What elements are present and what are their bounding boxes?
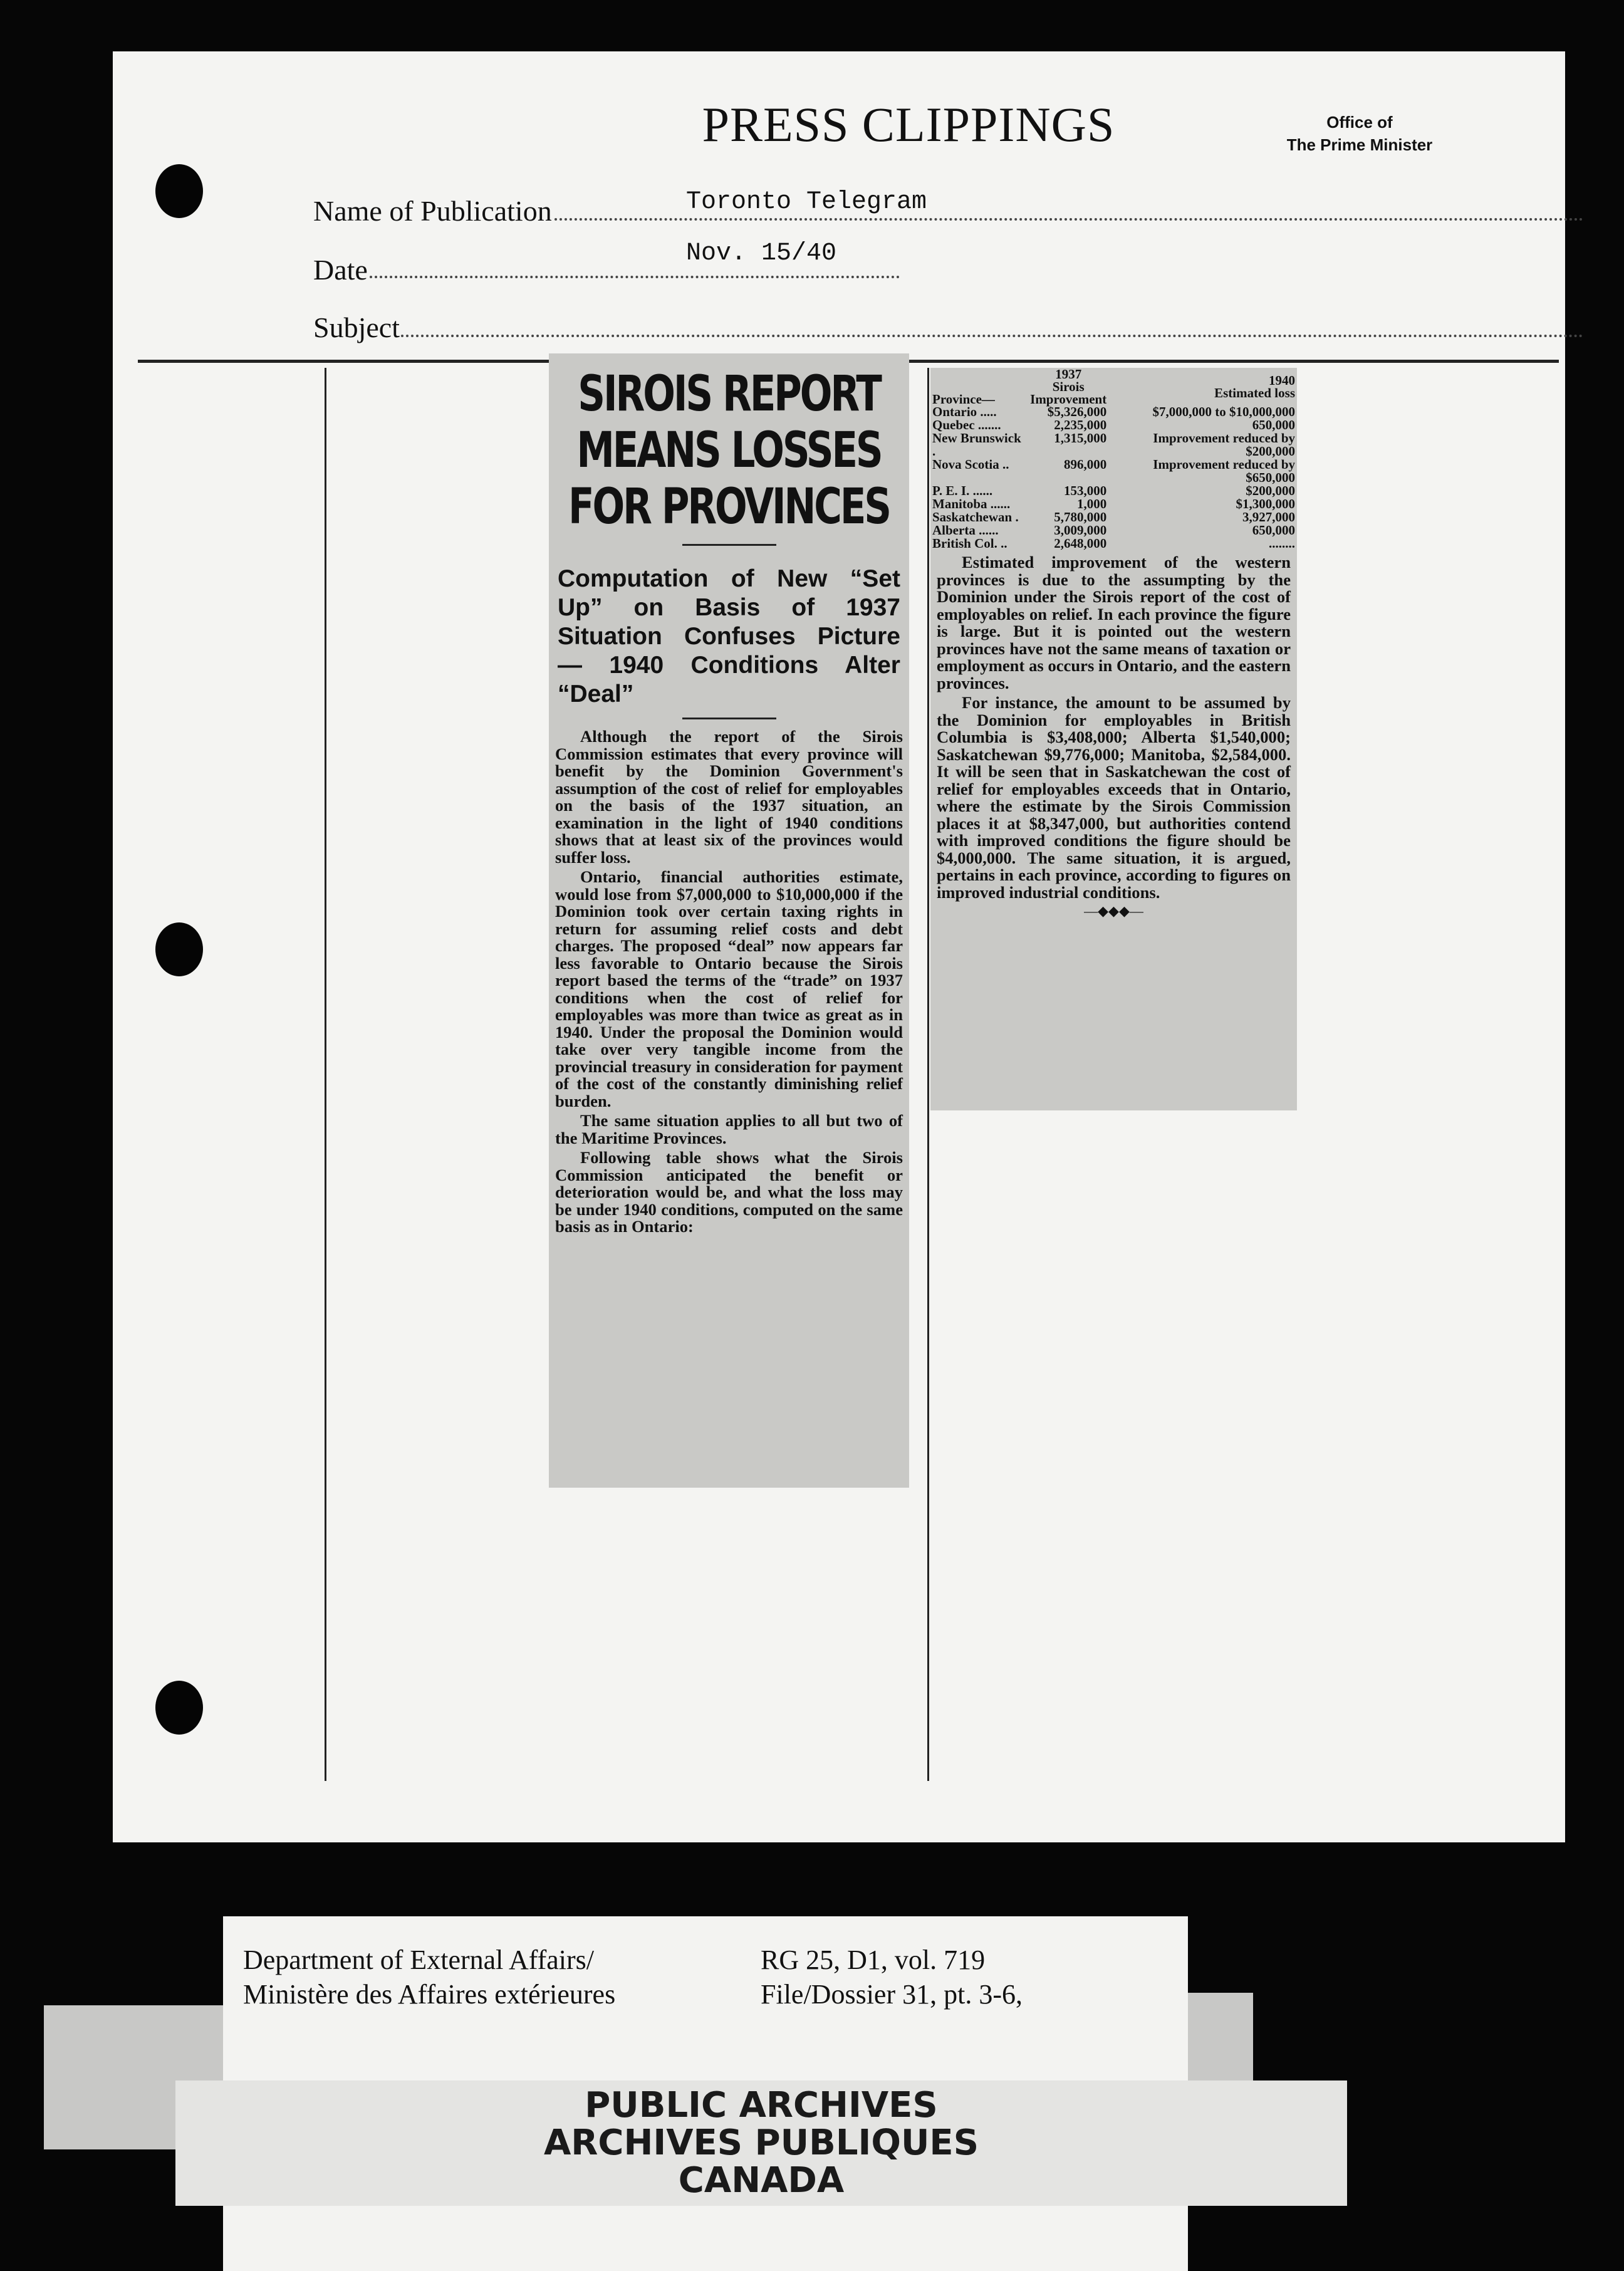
province-cell: Ontario ..... [932, 404, 997, 419]
province-cell: New Brunswick . [932, 431, 1021, 459]
province-cell: Alberta ...... [932, 523, 999, 538]
subheadline-separator [682, 718, 776, 719]
article-paragraph: Although the report of the Sirois Commission estimates that every province will benefit by the Dominion Government's assumption of the cost of relief for employables on the basis of the 1937 situation, an examination in the light of 1940 conditions shows that at least six of the provinces would suffer loss. [555, 727, 903, 867]
article-paragraph: Ontario, financial authorities estimate, would lose from $7,000,000 to $10,000,000 if the Dominion took over certain taxing rights in return for assuming relief costs and debt charges. The proposed “deal” now appears far less favorable to Ontario because the Sirois report based the terms of the “trade” on 1937 conditions when the cost of relief for employables was more than twice as great as in 1940. Under the proposal the Dominion would take over very tangible income from the provincial treasury in consideration for payment of the cost of the constantly diminishing relief burden. [555, 867, 903, 1110]
col-sirois-label: Improvement [1030, 392, 1107, 407]
reference-line-1: RG 25, D1, vol. 719 [761, 1945, 986, 1975]
department-label [243, 1943, 615, 2012]
sirois-cell: 3,009,000 [1054, 523, 1107, 538]
table-row [930, 458, 1297, 484]
loss-cell: 3,927,000 [1242, 509, 1295, 525]
archives-line-2: ARCHIVES PUBLIQUES [543, 2122, 979, 2163]
table-row [930, 524, 1297, 537]
province-cell: Nova Scotia .. [932, 457, 1009, 472]
punch-hole-bottom [155, 1681, 203, 1735]
headline-line-2: MEANS LOSSES [576, 422, 882, 479]
archives-text [175, 2087, 1347, 2200]
department-line-1: Department of External Affairs/ [243, 1945, 594, 1975]
col-province: Province— [932, 392, 995, 407]
column-divider-rule [927, 368, 929, 1781]
table-row [930, 405, 1297, 419]
table-row [930, 511, 1297, 524]
loss-cell: 650,000 [1252, 417, 1295, 432]
press-clipping-sheet [113, 51, 1565, 1842]
table-row [930, 537, 1297, 550]
col-sirois [1028, 368, 1108, 405]
sirois-cell: 2,235,000 [1054, 417, 1107, 432]
end-mark: —◆◆◆— [1084, 903, 1143, 919]
clipping-column-right [930, 368, 1297, 1110]
article-paragraph: The same situation applies to all but two of the Maritime Provinces. [555, 1111, 903, 1147]
subject-dotted-line [401, 335, 1583, 337]
province-cell: Quebec ....... [932, 417, 1001, 432]
publication-dotted-line [554, 218, 1583, 221]
headline-line-1: SIROIS REPORT [578, 366, 880, 422]
table-row [930, 432, 1297, 458]
table-header-row [930, 368, 1297, 405]
office-label [1241, 111, 1479, 156]
loss-cell: Improvement reduced by $650,000 [1153, 457, 1295, 485]
sirois-cell: 1,000 [1076, 496, 1107, 511]
province-cell: British Col. .. [932, 536, 1007, 551]
headline [559, 366, 898, 535]
headline-separator [682, 544, 776, 546]
table-row [930, 498, 1297, 511]
col-loss-label: Estimated loss [1214, 385, 1295, 400]
loss-cell: Improvement reduced by $200,000 [1153, 431, 1295, 459]
loss-cell: 650,000 [1252, 523, 1295, 538]
left-margin-rule [325, 368, 326, 1781]
public-archives-stamp [175, 2080, 1347, 2206]
publication-value: Toronto Telegram [686, 188, 927, 216]
col-sirois-year: 1937 [1055, 368, 1082, 382]
sirois-cell: 1,315,000 [1054, 431, 1107, 446]
punch-hole-top [155, 164, 203, 218]
sirois-cell: 896,000 [1063, 457, 1107, 472]
table-row [930, 484, 1297, 498]
office-line-2: The Prime Minister [1286, 135, 1433, 154]
office-line-1: Office of [1326, 113, 1393, 132]
punch-hole-middle [155, 922, 203, 976]
subheadline: Computation of New “Set Up” on Basis of 1937 Situation Confuses Picture — 1940 Conditions Alter “Deal” [558, 565, 900, 707]
loss-cell: ........ [1269, 536, 1295, 551]
col-sirois-name: Sirois [1052, 379, 1085, 394]
publication-label: Name of Publication [313, 195, 552, 227]
clipping-column-left [549, 353, 909, 1488]
loss-cell: $1,300,000 [1236, 496, 1295, 511]
date-label: Date [313, 254, 368, 286]
province-cell: Saskatchewan . [932, 509, 1019, 525]
reference-line-2: File/Dossier 31, pt. 3-6, [761, 1979, 1023, 2010]
archives-line-1: PUBLIC ARCHIVES [585, 2085, 938, 2126]
province-cell: Manitoba ...... [932, 496, 1011, 511]
sirois-cell: 5,780,000 [1054, 509, 1107, 525]
province-table [930, 368, 1297, 550]
date-dotted-line [370, 276, 900, 278]
subject-label: Subject [313, 311, 400, 343]
reference-label [761, 1943, 1023, 2012]
loss-cell: $7,000,000 to $10,000,000 [1152, 404, 1295, 419]
archives-line-3: CANADA [678, 2160, 845, 2201]
article-paragraph: For instance, the amount to be assumed by the Dominion for employables in British Columbia is $3,408,000; Alberta $1,540,000; Saskatchewan $9,776,000; Manitoba, $2,584,000. It will be seen that in Saskatchewan the cost of relief for employables exceeds that in Ontario, where the estimate by the Sirois Commission places it at $8,347,000, but authorities contend with improved conditions the figure should be $4,000,000. The same situation, it is argued, pertains in each province, according to figures on improved industrial conditions. [937, 693, 1291, 902]
page-title: PRESS CLIPPINGS [702, 97, 1115, 152]
department-line-2: Ministère des Affaires extérieures [243, 1979, 616, 2010]
sirois-cell: 2,648,000 [1054, 536, 1107, 551]
col-loss [1108, 368, 1297, 405]
article-paragraph: Estimated improvement of the western provinces is due to the assumpting by the Dominion under the Sirois report of the cost of employables on relief. In each province the figure is large. But it is pointed out the western provinces have not the same means of taxation or employment as occurs in Ontario, and the eastern provinces. [937, 553, 1291, 692]
col-loss-year: 1940 [1269, 373, 1295, 388]
table-row [930, 419, 1297, 432]
province-cell: P. E. I. ...... [932, 483, 993, 498]
loss-cell: $200,000 [1246, 483, 1295, 498]
sirois-cell: 153,000 [1063, 483, 1107, 498]
date-value: Nov. 15/40 [686, 239, 837, 268]
article-paragraph: Following table shows what the Sirois Commission anticipated the benefit or deterioration would be, and what the loss may be under 1940 conditions, computed on the same basis as in Ontario: [555, 1148, 903, 1236]
sirois-cell: $5,326,000 [1047, 404, 1107, 419]
headline-line-3: FOR PROVINCES [568, 479, 890, 535]
